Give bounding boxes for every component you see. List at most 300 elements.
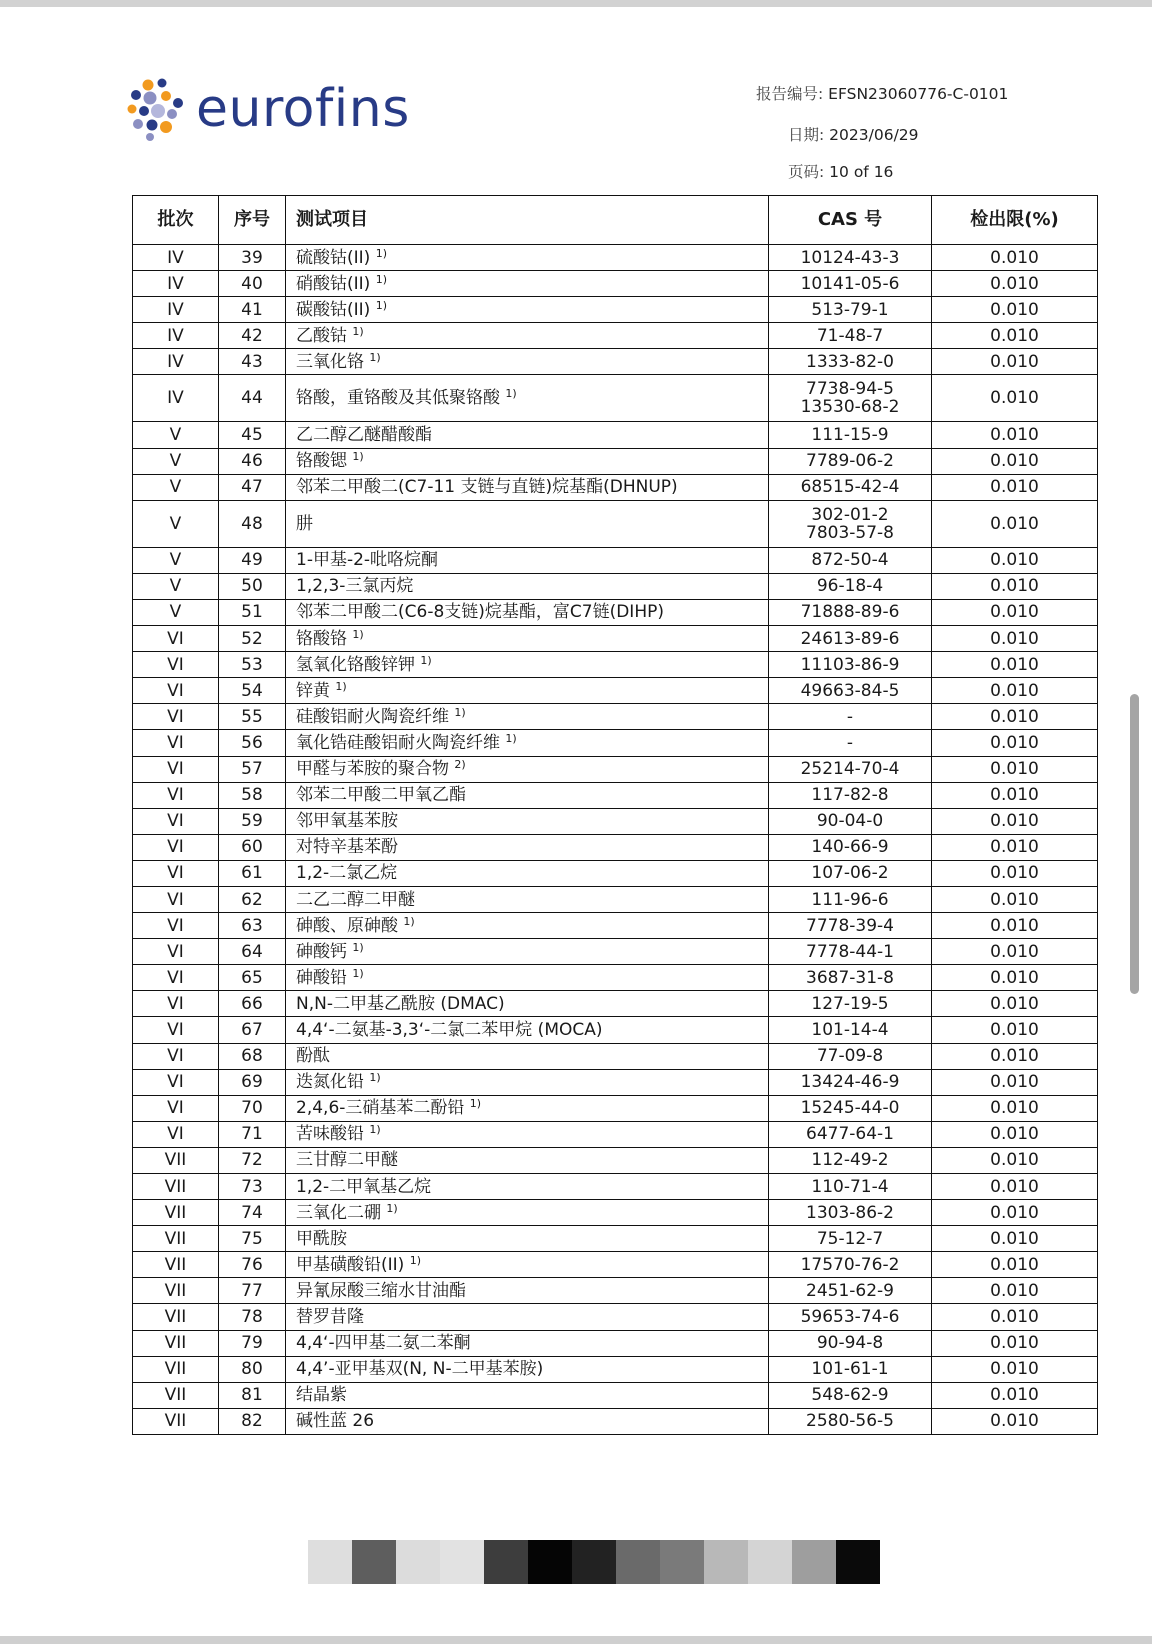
test-item-cell [286,1017,769,1043]
detection-limit-cell: 0.010 [932,782,1098,808]
footnote-marker: 1) [386,1201,398,1215]
table-row [133,730,1098,756]
cas-number: 25214-70-4 [800,759,900,780]
batch-cell: VI [133,1043,219,1069]
test-item-name: 肼 [296,513,313,534]
cas-number: 6477-64-1 [806,1124,894,1145]
cas-cell [769,599,932,625]
number-cell: 73 [219,1174,286,1200]
detection-limit-cell: 0.010 [932,271,1098,297]
number-cell: 43 [219,349,286,375]
batch-cell: V [133,500,219,547]
table-row [133,271,1098,297]
batch-cell: VI [133,808,219,834]
number-cell: 56 [219,730,286,756]
detection-limit-cell: 0.010 [932,1017,1098,1043]
number-cell: 64 [219,939,286,965]
batch-cell: VI [133,756,219,782]
eurofins-dots-icon [126,77,188,141]
number-cell: 53 [219,652,286,678]
cas-number: 77-09-8 [816,1046,884,1067]
col-header-detection-limit: 检出限(%) [932,196,1098,245]
table-row [133,500,1098,547]
cas-number: 2451-62-9 [806,1280,894,1301]
batch-cell: IV [133,245,219,271]
cas-number: 13530-68-2 [800,397,900,418]
cas-number: 90-94-8 [816,1333,884,1354]
table-body [133,245,1098,1435]
cas-cell [769,965,932,991]
cas-number: 3687-31-8 [806,967,894,988]
footnote-marker: 2) [454,758,466,772]
test-item-cell [286,1121,769,1147]
number-cell: 49 [219,547,286,573]
number-cell: 82 [219,1408,286,1434]
number-cell: 78 [219,1304,286,1330]
detection-limit-cell: 0.010 [932,599,1098,625]
cas-cell [769,756,932,782]
test-item-cell [286,1069,769,1095]
test-item-cell [286,1043,769,1069]
table-row [133,1200,1098,1226]
cas-number: 49663-84-5 [800,680,900,701]
footnote-marker: 1) [352,324,364,338]
table-row [133,965,1098,991]
table-row [133,782,1098,808]
logo-wordmark: eurofins [196,79,410,139]
batch-cell: VI [133,1017,219,1043]
detection-limit-cell: 0.010 [932,991,1098,1017]
cas-number: 513-79-1 [811,299,889,320]
cas-number: 15245-44-0 [800,1098,900,1119]
test-item-name: 碱性蓝 26 [296,1411,375,1432]
table-row [133,1408,1098,1434]
test-item-name: 1,2-二甲氧基乙烷 [296,1176,432,1197]
detection-limit-cell: 0.010 [932,448,1098,474]
batch-cell: VII [133,1147,219,1173]
cas-number: 10141-05-6 [800,273,900,294]
batch-cell: VI [133,678,219,704]
cas-number: 71-48-7 [816,325,884,346]
batch-cell: IV [133,375,219,422]
cas-number: 24613-89-6 [800,628,900,649]
cas-number: 101-61-1 [811,1359,889,1380]
test-item-cell [286,1330,769,1356]
number-cell: 39 [219,245,286,271]
footnote-marker: 1) [420,653,432,667]
table-row [133,1069,1098,1095]
table-row [133,474,1098,500]
table-row [133,349,1098,375]
number-cell: 70 [219,1095,286,1121]
eurofins-logo [126,74,410,144]
cas-cell [769,500,932,547]
test-item-cell [286,1147,769,1173]
cas-number: 127-19-5 [811,993,889,1014]
cas-number: 75-12-7 [816,1228,884,1249]
test-item-name: 酚酞 [296,1046,330,1067]
cas-cell [769,1174,932,1200]
report-number-row [756,82,1008,104]
table-row [133,1043,1098,1069]
batch-cell: VII [133,1382,219,1408]
cas-number: 7789-06-2 [806,451,894,472]
col-header-test-item: 测试项目 [286,196,769,245]
cas-cell [769,860,932,886]
detection-limit-cell: 0.010 [932,323,1098,349]
test-item-cell [286,1200,769,1226]
cas-cell [769,1408,932,1434]
footnote-marker: 1) [505,387,517,401]
test-item-cell [286,1382,769,1408]
number-cell: 75 [219,1226,286,1252]
test-item-name: 甲醛与苯胺的聚合物 [296,759,449,780]
cas-cell [769,1147,932,1173]
test-item-cell [286,965,769,991]
test-item-cell [286,913,769,939]
footnote-marker: 1) [352,966,364,980]
viewer-top-bar [0,0,1152,7]
batch-cell: VII [133,1356,219,1382]
number-cell: 66 [219,991,286,1017]
footnote-marker: 1) [375,246,387,260]
test-item-cell [286,245,769,271]
cas-cell [769,375,932,422]
report-number-label: 报告编号: [756,85,824,103]
footnote-marker: 1) [352,940,364,954]
detection-limit-cell: 0.010 [932,1252,1098,1278]
cas-cell [769,704,932,730]
test-item-cell [286,860,769,886]
cas-number: 96-18-4 [816,576,884,597]
test-item-name: 锌黄 [296,680,330,701]
test-item-name: 4,4‘-二氨基-3,3‘-二氯二苯甲烷 (MOCA) [296,1019,603,1040]
number-cell: 80 [219,1356,286,1382]
cas-number: 117-82-8 [811,785,889,806]
test-item-name: 砷酸铅 [296,967,347,988]
detection-limit-cell: 0.010 [932,652,1098,678]
batch-cell: VII [133,1200,219,1226]
test-item-cell [286,1095,769,1121]
cas-cell [769,913,932,939]
batch-cell: VI [133,886,219,912]
test-item-cell [286,323,769,349]
cas-cell [769,782,932,808]
cas-number: 17570-76-2 [800,1254,900,1275]
test-item-cell [286,1252,769,1278]
report-number: EFSN23060776-C-0101 [828,85,1009,103]
test-item-cell [286,474,769,500]
number-cell: 65 [219,965,286,991]
test-item-name: 4,4‘-四甲基二氨二苯酮 [296,1333,471,1354]
test-item-name: 氧化锆硅酸铝耐火陶瓷纤维 [296,732,500,753]
batch-cell: VI [133,991,219,1017]
number-cell: 48 [219,500,286,547]
batch-cell: IV [133,323,219,349]
detection-limit-cell: 0.010 [932,1356,1098,1382]
detection-limit-cell: 0.010 [932,626,1098,652]
detection-limit-cell: 0.010 [932,422,1098,448]
cas-cell [769,474,932,500]
number-cell: 52 [219,626,286,652]
detection-limit-cell: 0.010 [932,913,1098,939]
batch-cell: VII [133,1304,219,1330]
cas-cell [769,886,932,912]
table-row [133,652,1098,678]
test-item-cell [286,297,769,323]
cas-cell [769,808,932,834]
test-item-name: 硅酸铝耐火陶瓷纤维 [296,706,449,727]
test-item-cell [286,756,769,782]
batch-cell: VI [133,626,219,652]
cas-cell [769,1304,932,1330]
number-cell: 68 [219,1043,286,1069]
number-cell: 69 [219,1069,286,1095]
batch-cell: IV [133,297,219,323]
table-row [133,756,1098,782]
test-item-cell [286,448,769,474]
cas-cell [769,1226,932,1252]
report-date-label: 日期: [788,126,825,144]
col-header-batch: 批次 [133,196,219,245]
cas-cell [769,448,932,474]
test-item-name: 碳酸钴(II) [296,299,371,320]
detection-limit-cell: 0.010 [932,1382,1098,1408]
footnote-marker: 1) [352,627,364,641]
test-item-cell [286,886,769,912]
test-item-cell [286,271,769,297]
cas-cell [769,1017,932,1043]
test-item-cell [286,1278,769,1304]
table-row [133,599,1098,625]
detection-limit-cell: 0.010 [932,1330,1098,1356]
table-row [133,1226,1098,1252]
number-cell: 50 [219,573,286,599]
detection-limit-cell: 0.010 [932,704,1098,730]
number-cell: 63 [219,913,286,939]
cas-cell [769,652,932,678]
cas-number: 107-06-2 [811,863,889,884]
detection-limit-cell: 0.010 [932,500,1098,547]
cas-cell [769,422,932,448]
table-row [133,834,1098,860]
batch-cell: VI [133,1121,219,1147]
number-cell: 47 [219,474,286,500]
detection-limit-cell: 0.010 [932,886,1098,912]
batch-cell: VI [133,704,219,730]
table-row [133,939,1098,965]
test-item-name: N,N-二甲基乙酰胺 (DMAC) [296,993,505,1014]
test-item-name: 迭氮化铅 [296,1072,364,1093]
number-cell: 42 [219,323,286,349]
cas-cell [769,1356,932,1382]
detection-limit-cell: 0.010 [932,1200,1098,1226]
cas-cell [769,939,932,965]
cas-cell [769,1382,932,1408]
detection-limit-cell: 0.010 [932,1069,1098,1095]
footnote-marker: 1) [369,1071,381,1085]
test-item-cell [286,626,769,652]
detection-limit-cell: 0.010 [932,1043,1098,1069]
detection-limit-cell: 0.010 [932,297,1098,323]
number-cell: 57 [219,756,286,782]
test-item-cell [286,730,769,756]
cas-number: 110-71-4 [811,1176,889,1197]
cas-number: 59653-74-6 [800,1307,900,1328]
batch-cell: V [133,474,219,500]
number-cell: 59 [219,808,286,834]
number-cell: 55 [219,704,286,730]
number-cell: 71 [219,1121,286,1147]
cas-number: 13424-46-9 [800,1072,900,1093]
test-item-cell [286,573,769,599]
batch-cell: IV [133,271,219,297]
footnote-marker: 1) [469,1097,482,1111]
test-item-cell [286,375,769,422]
test-item-cell [286,991,769,1017]
detection-limit-cell: 0.010 [932,965,1098,991]
page-number: 10 of 16 [829,163,894,181]
table-row [133,573,1098,599]
test-item-name: 4,4’-亚甲基双(N, N-二甲基苯胺) [296,1359,544,1380]
test-item-name: 氢氧化铬酸锌钾 [296,654,415,675]
test-item-name: 苦味酸铅 [296,1124,364,1145]
test-item-cell [286,808,769,834]
footnote-marker: 1) [375,272,387,286]
number-cell: 74 [219,1200,286,1226]
batch-cell: V [133,547,219,573]
cas-cell [769,626,932,652]
table-row [133,1174,1098,1200]
test-item-name: 邻苯二甲酸二(C7-11 支链与直链)烷基酯(DHNUP) [296,477,678,498]
cas-number: 1333-82-0 [806,351,894,372]
cas-cell [769,991,932,1017]
footnote-marker: 1) [335,679,347,693]
number-cell: 77 [219,1278,286,1304]
table-row [133,678,1098,704]
detection-limit-cell: 0.010 [932,245,1098,271]
cas-number: 112-49-2 [811,1150,889,1171]
test-item-cell [286,1408,769,1434]
page-number-row [788,160,893,182]
footnote-marker: 1) [403,914,415,928]
table-row [133,323,1098,349]
batch-cell: VI [133,652,219,678]
footnote-marker: 1) [454,705,466,719]
table-row [133,1017,1098,1043]
test-item-name: 邻甲氧基苯胺 [296,811,398,832]
batch-cell: VII [133,1252,219,1278]
table-row [133,448,1098,474]
cas-cell [769,1330,932,1356]
batch-cell: VI [133,730,219,756]
test-items-table [132,195,1098,1435]
number-cell: 81 [219,1382,286,1408]
detection-limit-cell: 0.010 [932,808,1098,834]
cas-number: - [846,732,854,753]
number-cell: 76 [219,1252,286,1278]
detection-limit-cell: 0.010 [932,349,1098,375]
table-row [133,1252,1098,1278]
col-header-cas: CAS 号 [769,196,932,245]
number-cell: 62 [219,886,286,912]
batch-cell: VI [133,965,219,991]
number-cell: 41 [219,297,286,323]
batch-cell: VI [133,834,219,860]
cas-number: 140-66-9 [811,837,889,858]
cas-number: 872-50-4 [811,550,889,571]
footnote-marker: 1) [369,1123,381,1137]
number-cell: 79 [219,1330,286,1356]
test-item-name: 1,2,3-三氯丙烷 [296,576,414,597]
batch-cell: VI [133,1095,219,1121]
number-cell: 44 [219,375,286,422]
table-row [133,1278,1098,1304]
table-row [133,1330,1098,1356]
detection-limit-cell: 0.010 [932,1147,1098,1173]
batch-cell: VI [133,1069,219,1095]
test-item-name: 砷酸钙 [296,941,347,962]
cas-cell [769,834,932,860]
detection-limit-cell: 0.010 [932,573,1098,599]
detection-limit-cell: 0.010 [932,1174,1098,1200]
batch-cell: VI [133,782,219,808]
test-item-cell [286,599,769,625]
test-item-name: 替罗昔隆 [296,1307,364,1328]
test-item-name: 三甘醇二甲醚 [296,1150,398,1171]
detection-limit-cell: 0.010 [932,834,1098,860]
table-row [133,1304,1098,1330]
cas-number: 71888-89-6 [800,602,900,623]
table-row [133,245,1098,271]
test-item-cell [286,1356,769,1382]
table-row [133,1095,1098,1121]
detection-limit-cell: 0.010 [932,860,1098,886]
cas-number: 10124-43-3 [800,247,900,268]
test-item-name: 邻苯二甲酸二甲氧乙酯 [296,785,466,806]
cas-number: 1303-86-2 [806,1202,894,1223]
test-item-name: 甲基磺酸铅(II) [296,1254,405,1275]
vertical-scrollbar[interactable] [1130,694,1139,994]
table-row [133,1147,1098,1173]
cas-cell [769,297,932,323]
footnote-marker: 1) [375,298,387,312]
cas-cell [769,1252,932,1278]
detection-limit-cell: 0.010 [932,939,1098,965]
cas-cell [769,1043,932,1069]
detection-limit-cell: 0.010 [932,730,1098,756]
test-item-name: 甲酰胺 [296,1228,347,1249]
table-row [133,297,1098,323]
test-item-name: 2,4,6-三硝基苯二酚铅 [296,1098,465,1119]
detection-limit-cell: 0.010 [932,1121,1098,1147]
test-item-cell [286,500,769,547]
test-item-cell [286,1304,769,1330]
test-item-name: 三氧化二硼 [296,1202,381,1223]
cas-number: - [846,706,854,727]
table-row [133,375,1098,422]
table-row [133,808,1098,834]
test-item-name: 邻苯二甲酸二(C6-8支链)烷基酯，富C7链(DIHP) [296,602,664,623]
number-cell: 58 [219,782,286,808]
detection-limit-cell: 0.010 [932,1278,1098,1304]
table-row [133,1356,1098,1382]
number-cell: 60 [219,834,286,860]
detection-limit-cell: 0.010 [932,1304,1098,1330]
cas-cell [769,1121,932,1147]
table-row [133,860,1098,886]
cas-number: 2580-56-5 [806,1411,894,1432]
